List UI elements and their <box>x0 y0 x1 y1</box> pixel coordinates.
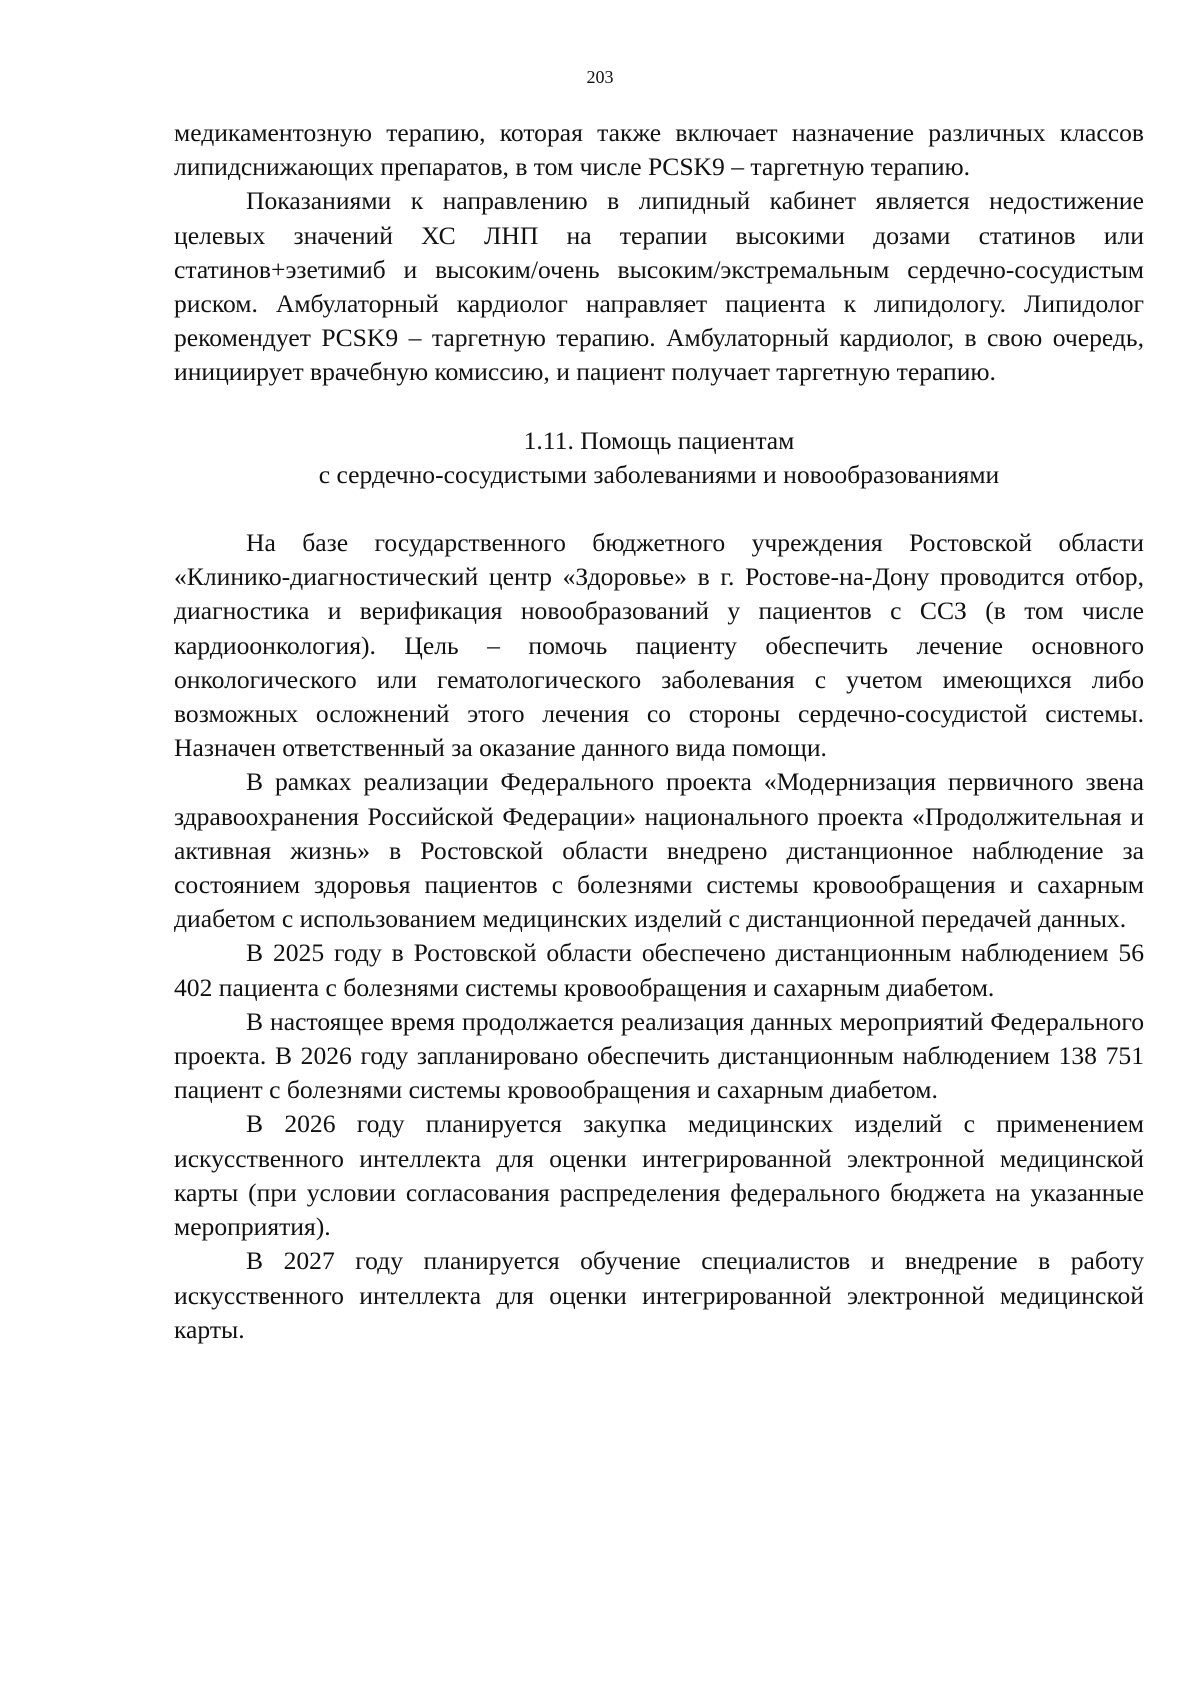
page-body <box>174 116 1144 1347</box>
paragraph-federal-project: В рамках реализации Федерального проекта «Модернизация первичного звена здравоохранения Российской Федерации» национального проекта «Продолжительная и активная жизнь» в Ростовской области внедрено дистанционное наблюдение за состоянием здоровья пациентов с болезнями системы кровообращения и сахарным диабетом с использованием медицинских изделий с дистанционной передачей данных. <box>174 767 1144 934</box>
page-number: 203 <box>586 67 614 87</box>
paragraph-lipid-clinic-indications: Показаниями к направлению в липидный кабинет является недостижение целевых значений ХС ЛНП на терапии высокими дозами статинов или статинов+эзетимиб и высоким/очень высоким/экстремальным сердечно-сосудистым риском. Амбулаторный кардиолог направляет пациента к липидологу. Липидолог рекомендует PCSK9 – таргетную терапию. Амбулаторный кардиолог, в свою очередь, инициирует врачебную комиссию, и пациент получает таргетную терапию. <box>174 186 1144 387</box>
paragraph-2025-monitoring: В 2025 году в Ростовской области обеспечено дистанционным наблюдением 56 402 пациента с болезнями системы кровообращения и сахарным диабетом. <box>174 938 1144 1002</box>
paragraph-cardio-oncology: На базе государственного бюджетного учреждения Ростовской области «Клинико-диагностический центр «Здоровье» в г. Ростове-на-Дону проводится отбор, диагностика и верификация новообразований у пациентов с ССЗ (в том числе кардиоонкология). Цель – помочь пациенту обеспечить лечение основного онкологического или гематологического заболевания с учетом имеющихся либо возможных осложнений этого лечения со стороны сердечно-сосудистой системы. Назначен ответственный за оказание данного вида помощи. <box>174 528 1144 763</box>
paragraph-2026-ai-purchase: В 2026 году планируется закупка медицинских изделий с применением искусственного интеллекта для оценки интегрированной электронной медицинской карты (при условии согласования распределения федерального бюджета на указанные мероприятия). <box>174 1109 1144 1242</box>
paragraph-continuation: медикаментозную терапию, которая также включает назначение различных классов липидснижающих препаратов, в том числе PCSK9 – таргетную терапию. <box>174 118 1144 182</box>
section-heading-line-1: 1.11. Помощь пациентам <box>523 425 795 455</box>
section-heading <box>174 424 1144 492</box>
section-heading-line-2: с сердечно-сосудистыми заболеваниями и новообразованиями <box>318 459 1000 489</box>
paragraph-2026-plan: В настоящее время продолжается реализация данных мероприятий Федерального проекта. В 2026 году запланировано обеспечить дистанционным наблюдением 138 751 пациент с болезнями системы кровообращения и сахарным диабетом. <box>174 1006 1144 1105</box>
paragraph-2027-ai-training: В 2027 году планируется обучение специалистов и внедрение в работу искусственного интеллекта для оценки интегрированной электронной медицинской карты. <box>174 1246 1144 1344</box>
